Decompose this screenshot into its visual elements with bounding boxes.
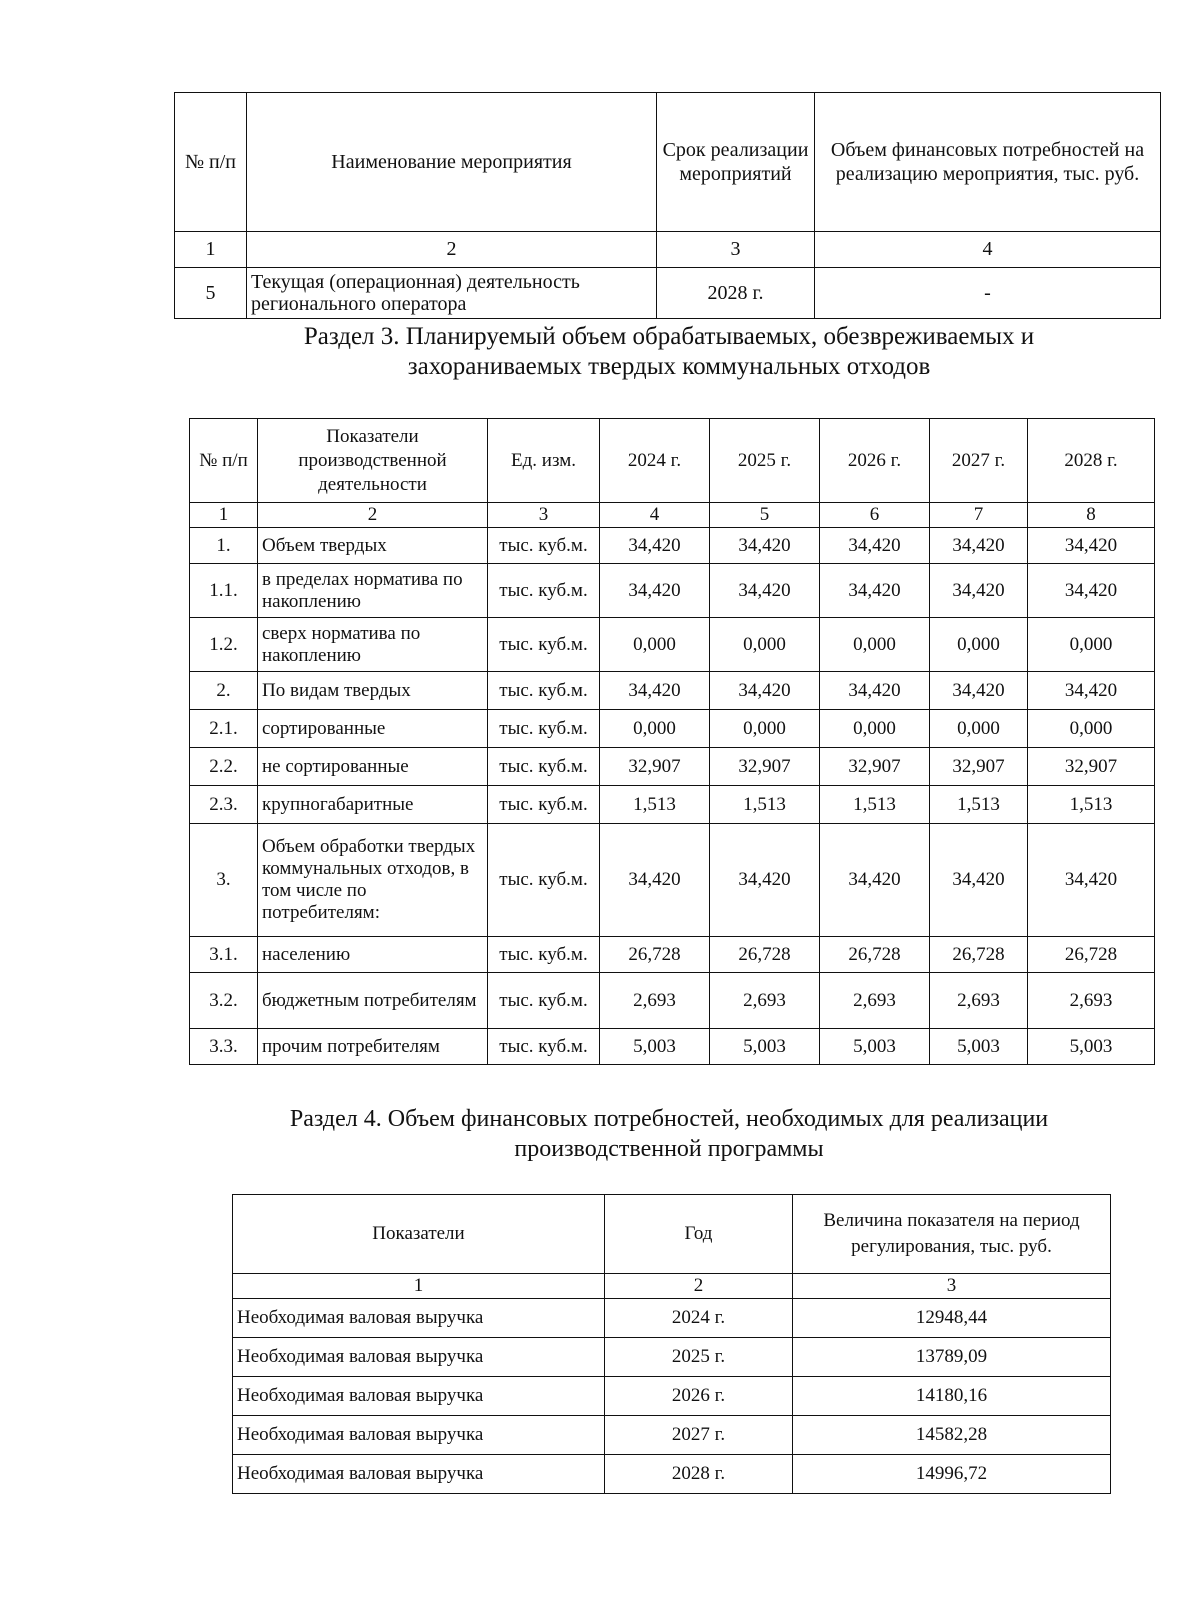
column-number: 2 <box>258 503 488 528</box>
column-number: 1 <box>175 232 247 268</box>
section-4-title-line-1: Раздел 4. Объем финансовых потребностей, необходимых для реализации <box>289 1106 1049 1132</box>
table-row <box>190 937 1155 973</box>
column-number: 3 <box>657 232 815 268</box>
year: 2024 г. <box>605 1299 793 1338</box>
table-row <box>190 672 1155 710</box>
value-2028: 34,420 <box>1028 672 1155 710</box>
table-row <box>233 1455 1111 1494</box>
value-2027: 34,420 <box>930 672 1028 710</box>
unit: тыс. куб.м. <box>488 528 600 564</box>
table-row <box>190 564 1155 618</box>
header-cell: Наименование мероприятия <box>247 93 657 232</box>
column-number: 1 <box>233 1274 605 1299</box>
table-header-row <box>175 93 1161 232</box>
column-number: 8 <box>1028 503 1155 528</box>
indicator-name: не сортированные <box>258 748 488 786</box>
value-2026: 0,000 <box>820 618 930 672</box>
value-2024: 34,420 <box>600 528 710 564</box>
value-2028: 1,513 <box>1028 786 1155 824</box>
column-number-row <box>190 503 1155 528</box>
value-2026: 34,420 <box>820 564 930 618</box>
financial-needs-table <box>232 1194 1111 1494</box>
header-cell: Ед. изм. <box>488 419 600 503</box>
value-2025: 34,420 <box>710 528 820 564</box>
header-cell: Срок реализации мероприятий <box>657 93 815 232</box>
value-2027: 34,420 <box>930 528 1028 564</box>
indicator-value: 14996,72 <box>793 1455 1111 1494</box>
table-header-row <box>233 1195 1111 1274</box>
value-2027: 0,000 <box>930 618 1028 672</box>
value-2024: 34,420 <box>600 672 710 710</box>
value-2025: 34,420 <box>710 824 820 937</box>
value-2025: 34,420 <box>710 564 820 618</box>
table-row <box>233 1299 1111 1338</box>
indicator-name: Объем твердых <box>258 528 488 564</box>
year: 2026 г. <box>605 1377 793 1416</box>
row-number: 2.3. <box>190 786 258 824</box>
value-2025: 0,000 <box>710 710 820 748</box>
column-number-row <box>175 232 1161 268</box>
row-number: 1.1. <box>190 564 258 618</box>
indicator-name: населению <box>258 937 488 973</box>
value-2024: 5,003 <box>600 1029 710 1065</box>
unit: тыс. куб.м. <box>488 973 600 1029</box>
section-4-title-line-2: производственной программы <box>514 1136 824 1162</box>
section-4-title <box>174 1104 1164 1164</box>
column-number: 4 <box>600 503 710 528</box>
header-cell: Величина показателя на период регулирования, тыс. руб. <box>793 1195 1111 1274</box>
row-number: 3.2. <box>190 973 258 1029</box>
indicator-name: прочим потребителям <box>258 1029 488 1065</box>
indicator-name: сортированные <box>258 710 488 748</box>
table-row <box>190 528 1155 564</box>
activities-table <box>174 92 1161 319</box>
value-2024: 1,513 <box>600 786 710 824</box>
indicator-name: Необходимая валовая выручка <box>233 1455 605 1494</box>
value-2026: 34,420 <box>820 672 930 710</box>
value-2024: 0,000 <box>600 618 710 672</box>
table-row <box>233 1338 1111 1377</box>
column-number: 6 <box>820 503 930 528</box>
value-2028: 34,420 <box>1028 824 1155 937</box>
indicator-value: 13789,09 <box>793 1338 1111 1377</box>
table-row <box>190 973 1155 1029</box>
value-2027: 2,693 <box>930 973 1028 1029</box>
value-2025: 2,693 <box>710 973 820 1029</box>
value-2028: 0,000 <box>1028 618 1155 672</box>
row-number: 2. <box>190 672 258 710</box>
header-cell: 2024 г. <box>600 419 710 503</box>
year: 2028 г. <box>605 1455 793 1494</box>
value-2024: 2,693 <box>600 973 710 1029</box>
indicator-name: сверх норматива по накоплению <box>258 618 488 672</box>
value-2025: 26,728 <box>710 937 820 973</box>
value-2025: 32,907 <box>710 748 820 786</box>
table-row <box>190 748 1155 786</box>
value-2025: 1,513 <box>710 786 820 824</box>
value-2027: 32,907 <box>930 748 1028 786</box>
production-indicators-table <box>189 418 1155 1065</box>
row-number: 1.2. <box>190 618 258 672</box>
value-2026: 34,420 <box>820 528 930 564</box>
section-3-title-line-2: захораниваемых твердых коммунальных отходов <box>407 353 931 380</box>
value-2024: 34,420 <box>600 564 710 618</box>
indicator-name: Объем обработки твердых коммунальных отходов, в том числе по потребителям: <box>258 824 488 937</box>
table-row <box>233 1416 1111 1455</box>
indicator-value: 12948,44 <box>793 1299 1111 1338</box>
header-cell: 2026 г. <box>820 419 930 503</box>
column-number: 3 <box>793 1274 1111 1299</box>
value-2025: 34,420 <box>710 672 820 710</box>
value-2028: 32,907 <box>1028 748 1155 786</box>
value-2024: 0,000 <box>600 710 710 748</box>
indicator-name: бюджетным потребителям <box>258 973 488 1029</box>
table-row <box>190 1029 1155 1065</box>
value-2024: 32,907 <box>600 748 710 786</box>
column-number: 3 <box>488 503 600 528</box>
row-number: 2.2. <box>190 748 258 786</box>
indicator-name: крупногабаритные <box>258 786 488 824</box>
value-2027: 5,003 <box>930 1029 1028 1065</box>
unit: тыс. куб.м. <box>488 786 600 824</box>
value-2027: 0,000 <box>930 710 1028 748</box>
value-2026: 0,000 <box>820 710 930 748</box>
year: 2025 г. <box>605 1338 793 1377</box>
activity-term: 2028 г. <box>657 268 815 319</box>
row-number: 3.3. <box>190 1029 258 1065</box>
table-header-row <box>190 419 1155 503</box>
column-number: 5 <box>710 503 820 528</box>
unit: тыс. куб.м. <box>488 564 600 618</box>
row-number: 2.1. <box>190 710 258 748</box>
section-3-title <box>174 322 1164 382</box>
value-2025: 0,000 <box>710 618 820 672</box>
value-2025: 5,003 <box>710 1029 820 1065</box>
value-2027: 26,728 <box>930 937 1028 973</box>
value-2028: 2,693 <box>1028 973 1155 1029</box>
column-number: 7 <box>930 503 1028 528</box>
indicator-name: в пределах норматива по накоплению <box>258 564 488 618</box>
table-row <box>190 618 1155 672</box>
table-row <box>233 1377 1111 1416</box>
unit: тыс. куб.м. <box>488 1029 600 1065</box>
value-2028: 26,728 <box>1028 937 1155 973</box>
unit: тыс. куб.м. <box>488 748 600 786</box>
unit: тыс. куб.м. <box>488 824 600 937</box>
value-2026: 26,728 <box>820 937 930 973</box>
value-2026: 2,693 <box>820 973 930 1029</box>
value-2027: 34,420 <box>930 824 1028 937</box>
value-2028: 34,420 <box>1028 564 1155 618</box>
indicator-name: Необходимая валовая выручка <box>233 1377 605 1416</box>
unit: тыс. куб.м. <box>488 937 600 973</box>
header-cell: Объем финансовых потребностей на реализацию мероприятия, тыс. руб. <box>815 93 1161 232</box>
header-cell: № п/п <box>175 93 247 232</box>
section-3-title-line-1: Раздел 3. Планируемый объем обрабатываемых, обезвреживаемых и <box>303 323 1035 350</box>
indicator-name: Необходимая валовая выручка <box>233 1299 605 1338</box>
column-number: 2 <box>605 1274 793 1299</box>
indicator-value: 14582,28 <box>793 1416 1111 1455</box>
value-2024: 26,728 <box>600 937 710 973</box>
table-row <box>190 786 1155 824</box>
unit: тыс. куб.м. <box>488 618 600 672</box>
indicator-name: Необходимая валовая выручка <box>233 1416 605 1455</box>
value-2028: 5,003 <box>1028 1029 1155 1065</box>
table-row <box>190 824 1155 937</box>
table-row <box>175 268 1161 319</box>
value-2028: 34,420 <box>1028 528 1155 564</box>
header-cell: Показатели <box>233 1195 605 1274</box>
value-2026: 5,003 <box>820 1029 930 1065</box>
indicator-name: По видам твердых <box>258 672 488 710</box>
row-number: 3.1. <box>190 937 258 973</box>
year: 2027 г. <box>605 1416 793 1455</box>
row-number: 3. <box>190 824 258 937</box>
indicator-name: Необходимая валовая выручка <box>233 1338 605 1377</box>
row-number: 1. <box>190 528 258 564</box>
column-number-row <box>233 1274 1111 1299</box>
table-row <box>190 710 1155 748</box>
header-cell: 2028 г. <box>1028 419 1155 503</box>
value-2026: 32,907 <box>820 748 930 786</box>
value-2027: 34,420 <box>930 564 1028 618</box>
header-cell: Год <box>605 1195 793 1274</box>
header-cell: 2027 г. <box>930 419 1028 503</box>
header-cell: № п/п <box>190 419 258 503</box>
column-number: 4 <box>815 232 1161 268</box>
activity-volume: - <box>815 268 1161 319</box>
value-2026: 34,420 <box>820 824 930 937</box>
value-2026: 1,513 <box>820 786 930 824</box>
value-2027: 1,513 <box>930 786 1028 824</box>
value-2028: 0,000 <box>1028 710 1155 748</box>
column-number: 2 <box>247 232 657 268</box>
header-cell: Показатели производственной деятельности <box>258 419 488 503</box>
value-2024: 34,420 <box>600 824 710 937</box>
indicator-value: 14180,16 <box>793 1377 1111 1416</box>
unit: тыс. куб.м. <box>488 710 600 748</box>
unit: тыс. куб.м. <box>488 672 600 710</box>
row-number: 5 <box>175 268 247 319</box>
column-number: 1 <box>190 503 258 528</box>
header-cell: 2025 г. <box>710 419 820 503</box>
activity-name: Текущая (операционная) деятельность регионального оператора <box>247 268 657 319</box>
